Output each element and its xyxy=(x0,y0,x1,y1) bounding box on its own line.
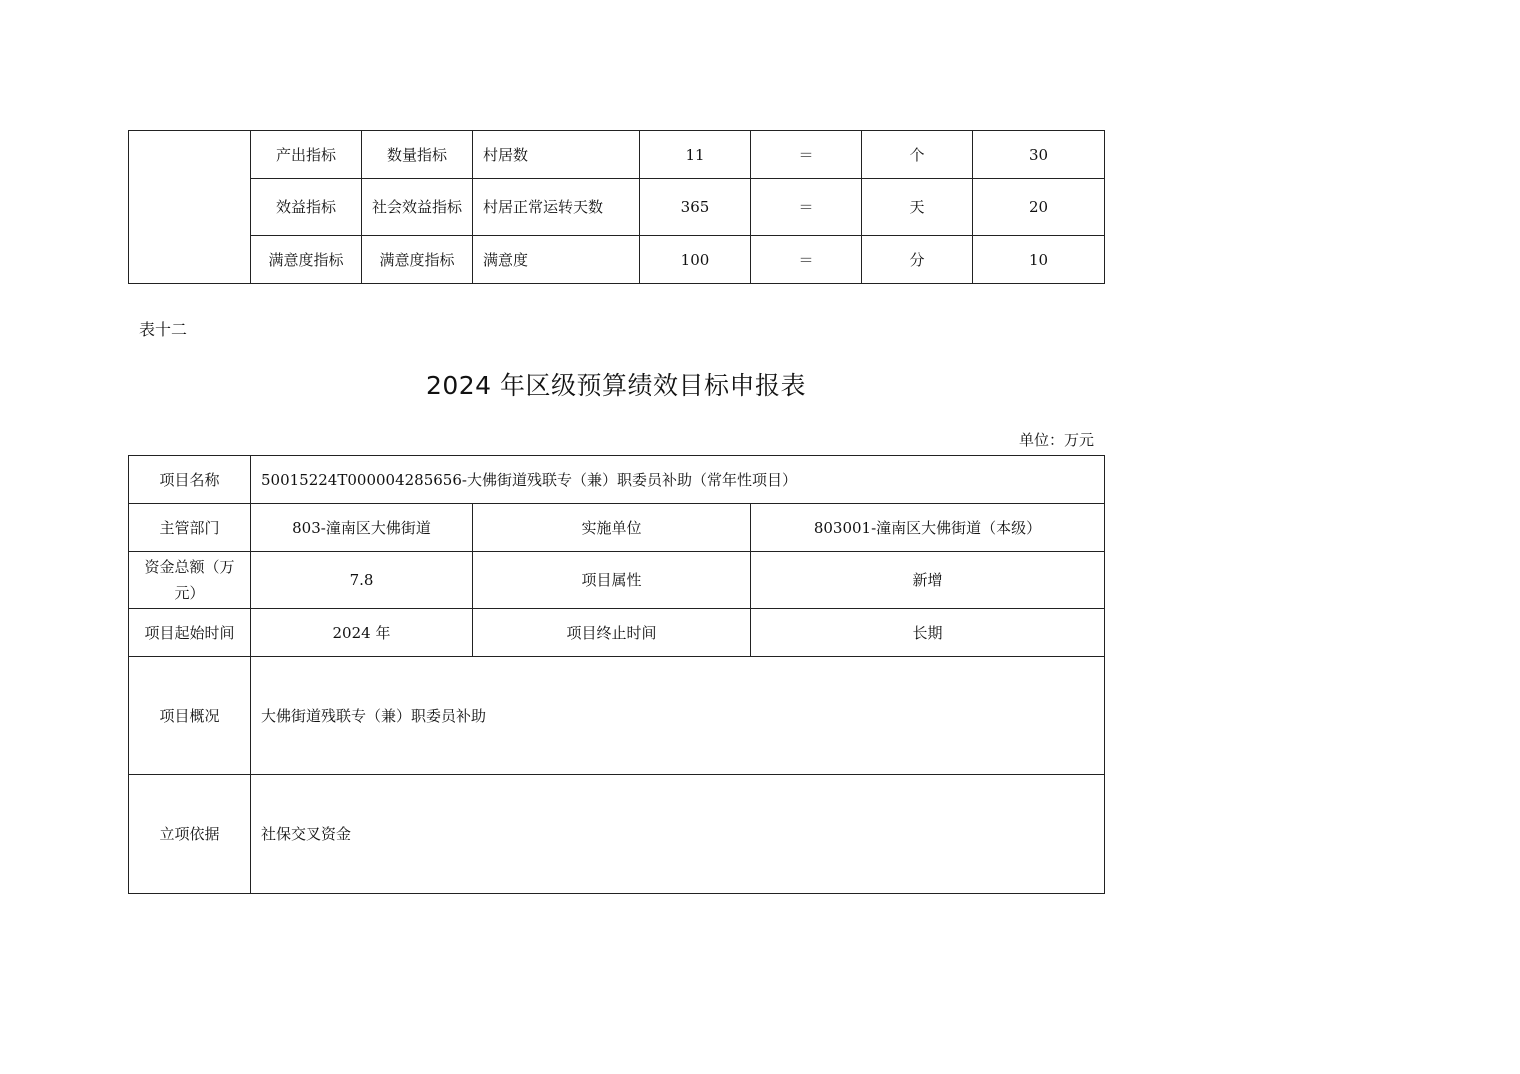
level2-indicator-cell: 满意度指标 xyxy=(362,236,473,284)
implementing-unit-label: 实施单位 xyxy=(473,504,751,552)
project-name-label: 项目名称 xyxy=(129,456,251,504)
indicator-value-cell: 100 xyxy=(640,236,751,284)
unit-cell: 分 xyxy=(862,236,973,284)
level1-indicator-cell: 效益指标 xyxy=(251,179,362,236)
start-time-label: 项目起始时间 xyxy=(129,609,251,657)
table-caption: 表十二 xyxy=(139,320,188,339)
level1-indicator-cell: 产出指标 xyxy=(251,131,362,179)
table-row xyxy=(129,131,1105,179)
budget-application-form xyxy=(128,455,1105,894)
operator-cell: ＝ xyxy=(751,131,862,179)
unit-label: 单位：万元 xyxy=(1018,431,1094,449)
performance-indicator-table xyxy=(128,130,1105,284)
indicator-name-cell: 满意度 xyxy=(473,236,640,284)
indicator-value-cell: 11 xyxy=(640,131,751,179)
unit-cell: 个 xyxy=(862,131,973,179)
project-name-value: 50015224T000004285656-大佛街道残联专（兼）职委员补助（常年性项目） xyxy=(251,456,1105,504)
form-row-funds xyxy=(129,552,1105,609)
form-row-basis xyxy=(129,775,1105,894)
indicator-name-cell: 村居正常运转天数 xyxy=(473,179,640,236)
table-row xyxy=(129,179,1105,236)
table-row xyxy=(129,236,1105,284)
end-time-value: 长期 xyxy=(751,609,1105,657)
level2-indicator-cell: 数量指标 xyxy=(362,131,473,179)
department-value: 803-潼南区大佛街道 xyxy=(251,504,473,552)
level1-indicator-cell: 满意度指标 xyxy=(251,236,362,284)
weight-cell: 20 xyxy=(973,179,1105,236)
basis-value: 社保交叉资金 xyxy=(251,775,1105,894)
form-row-overview xyxy=(129,657,1105,775)
merged-blank-cell xyxy=(129,131,251,284)
overview-label: 项目概况 xyxy=(129,657,251,775)
indicator-value-cell: 365 xyxy=(640,179,751,236)
project-attribute-value: 新增 xyxy=(751,552,1105,609)
page-title: 2024 年区级预算绩效目标申报表 xyxy=(425,371,807,400)
overview-value: 大佛街道残联专（兼）职委员补助 xyxy=(251,657,1105,775)
project-attribute-label: 项目属性 xyxy=(473,552,751,609)
department-label: 主管部门 xyxy=(129,504,251,552)
form-row-department xyxy=(129,504,1105,552)
start-time-value: 2024 年 xyxy=(251,609,473,657)
end-time-label: 项目终止时间 xyxy=(473,609,751,657)
indicator-name-cell: 村居数 xyxy=(473,131,640,179)
form-row-period xyxy=(129,609,1105,657)
implementing-unit-value: 803001-潼南区大佛街道（本级） xyxy=(751,504,1105,552)
operator-cell: ＝ xyxy=(751,236,862,284)
unit-cell: 天 xyxy=(862,179,973,236)
weight-cell: 10 xyxy=(973,236,1105,284)
operator-cell: ＝ xyxy=(751,179,862,236)
basis-label: 立项依据 xyxy=(129,775,251,894)
level2-indicator-cell: 社会效益指标 xyxy=(362,179,473,236)
total-funds-value: 7.8 xyxy=(251,552,473,609)
weight-cell: 30 xyxy=(973,131,1105,179)
total-funds-label: 资金总额（万元） xyxy=(129,552,251,609)
form-row-project-name xyxy=(129,456,1105,504)
